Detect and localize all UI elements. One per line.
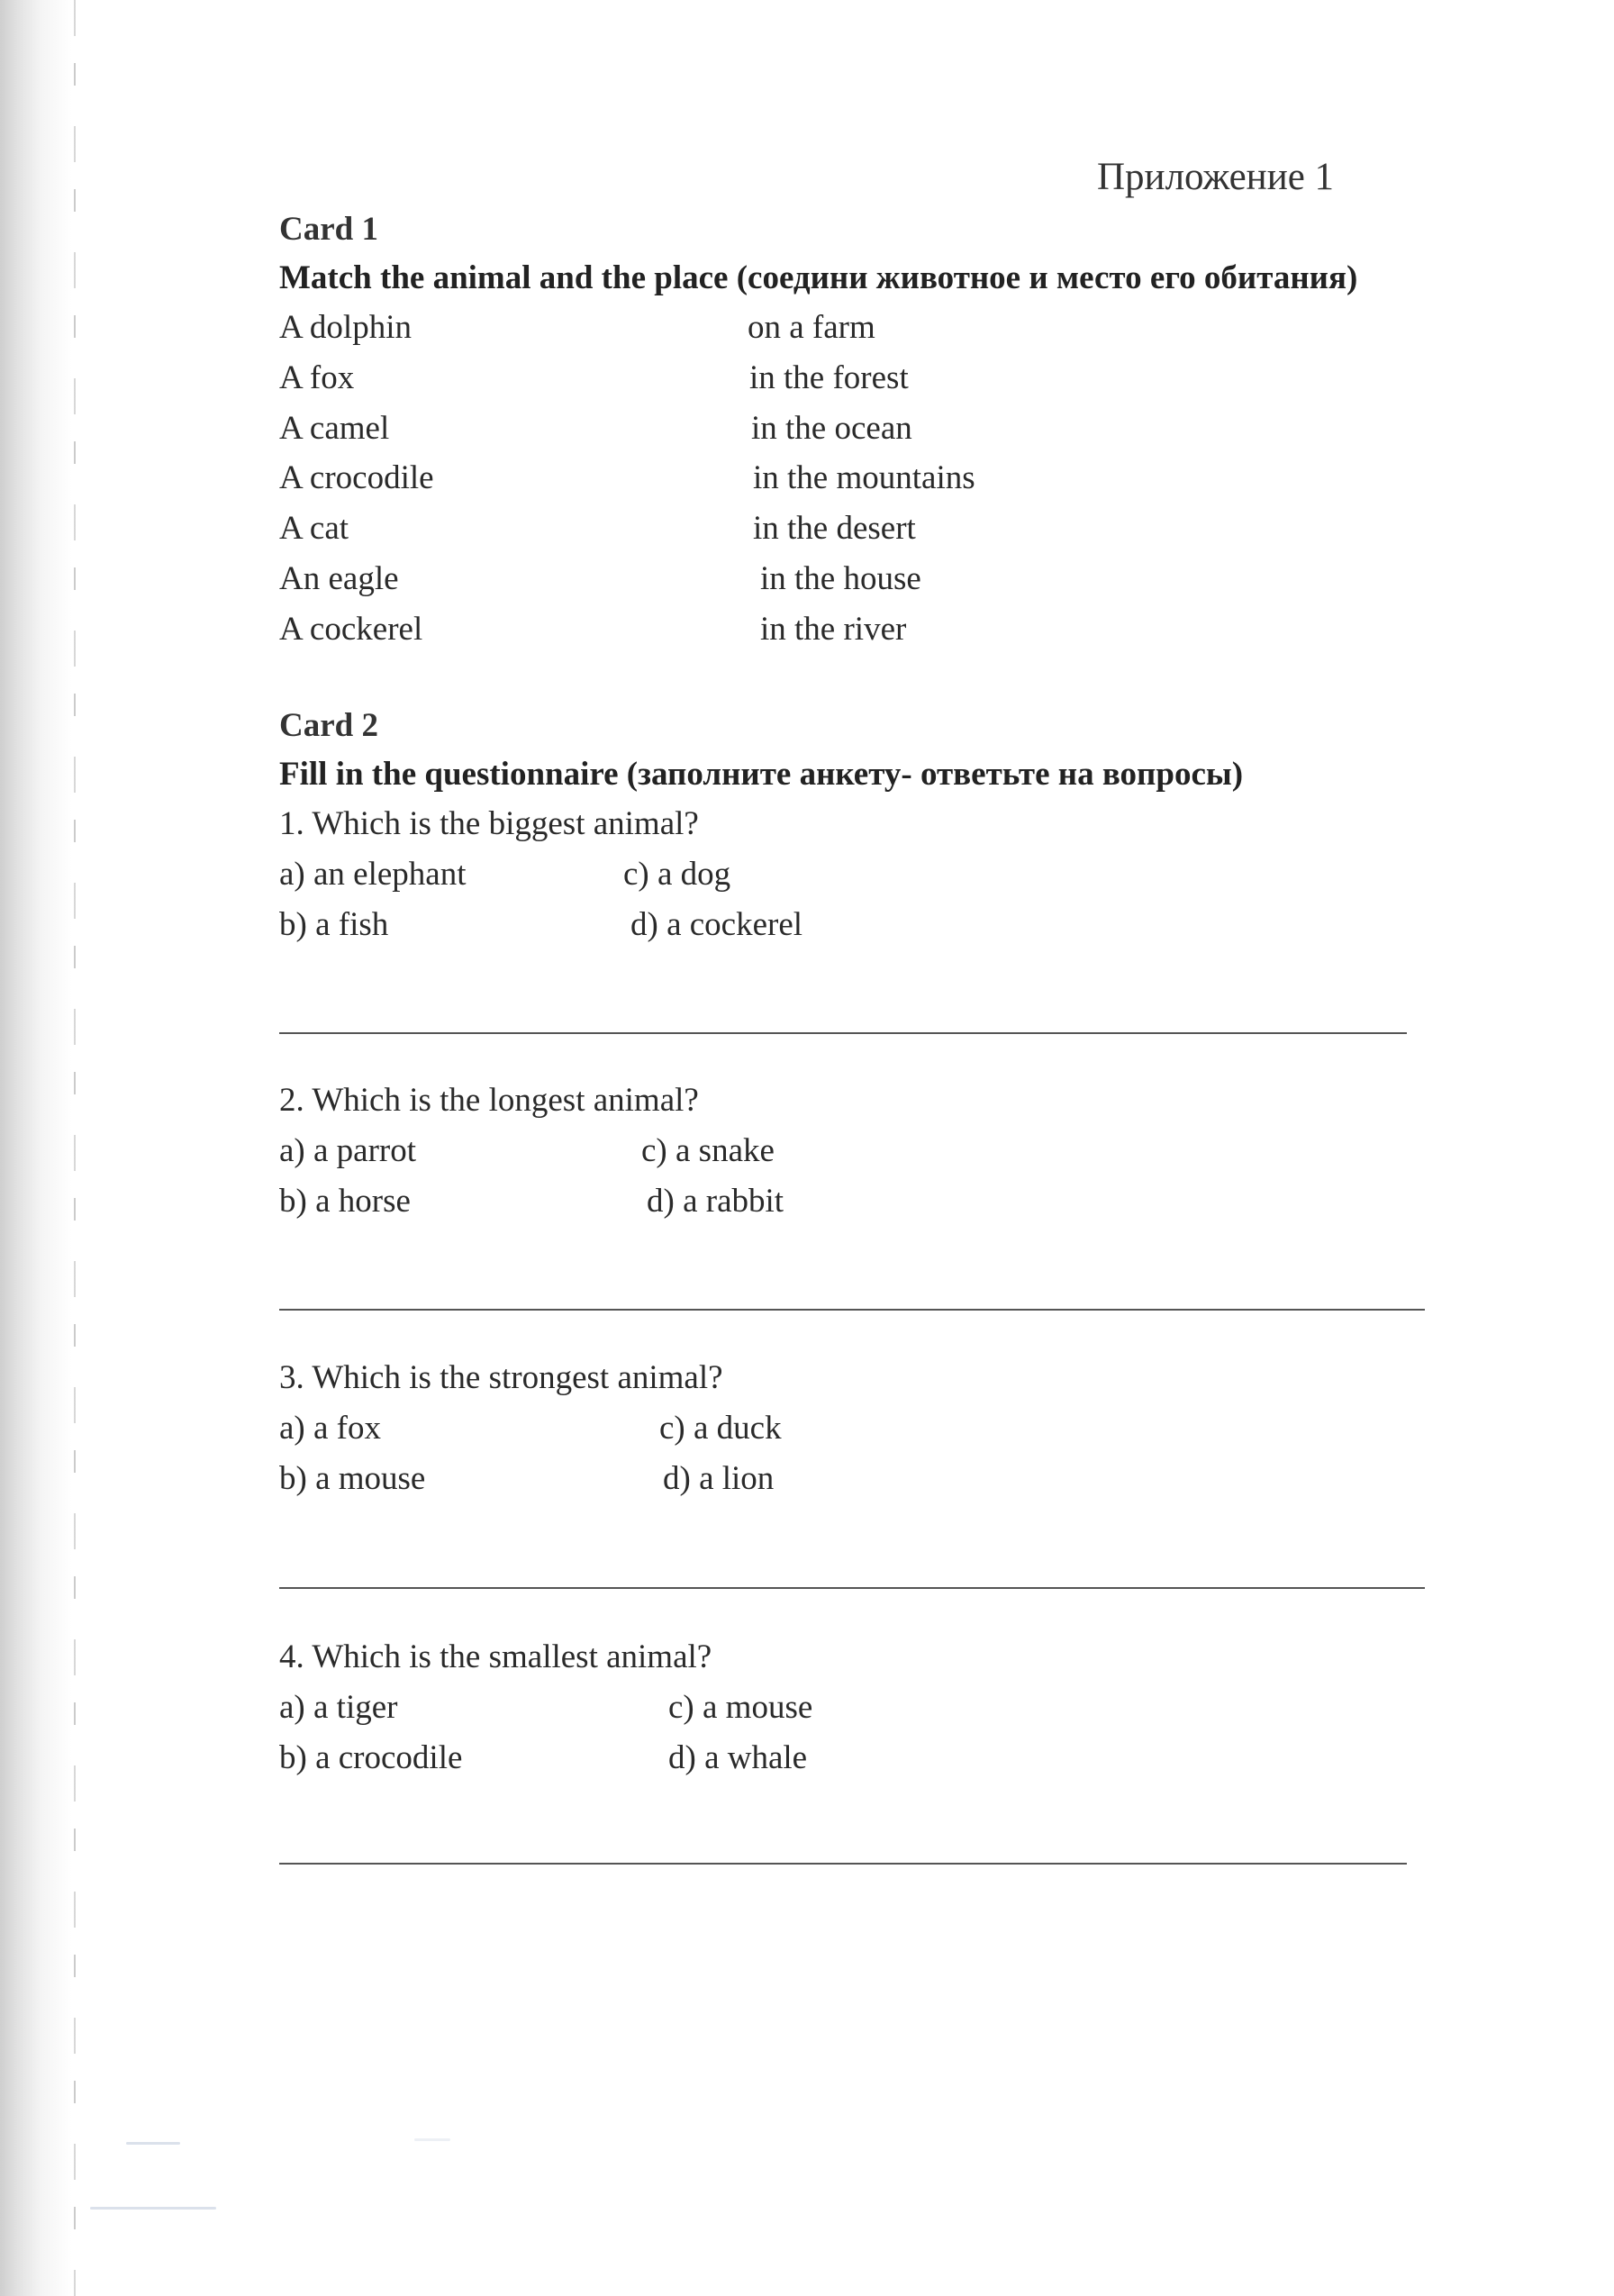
option-d: d) a cockerel — [630, 906, 803, 943]
place-item: in the desert — [753, 510, 916, 547]
scan-edge-line — [74, 0, 76, 2296]
place-item: in the house — [760, 560, 921, 597]
scan-smudge — [126, 2142, 180, 2145]
option-b: b) a mouse — [279, 1460, 426, 1497]
place-item: in the forest — [749, 359, 909, 396]
card2-instruction: Fill in the questionnaire (заполните анкету- ответьте на вопросы) — [279, 756, 1244, 793]
scan-smudge — [90, 2207, 216, 2210]
option-d: d) a lion — [663, 1460, 775, 1497]
answer-line[interactable] — [279, 1587, 1425, 1589]
animal-item: A fox — [279, 359, 355, 396]
animal-item: An eagle — [279, 560, 399, 597]
animal-item: A crocodile — [279, 459, 434, 496]
option-a: a) a parrot — [279, 1132, 417, 1169]
option-d: d) a whale — [668, 1739, 808, 1776]
option-a: a) a fox — [279, 1410, 381, 1447]
answer-line[interactable] — [279, 1032, 1407, 1034]
question-2: 2. Which is the longest animal? — [279, 1082, 699, 1119]
option-b: b) a fish — [279, 906, 389, 943]
animal-item: A cockerel — [279, 611, 423, 648]
appendix-label: Приложение 1 — [1097, 156, 1335, 198]
option-d: d) a rabbit — [647, 1183, 784, 1220]
animal-item: A dolphin — [279, 309, 412, 346]
animal-item: A cat — [279, 510, 349, 547]
answer-line[interactable] — [279, 1863, 1407, 1865]
question-4: 4. Which is the smallest animal? — [279, 1638, 712, 1675]
answer-line[interactable] — [279, 1309, 1425, 1311]
scan-smudge — [414, 2138, 450, 2141]
option-b: b) a horse — [279, 1183, 411, 1220]
place-item: in the ocean — [751, 410, 912, 447]
animal-item: A camel — [279, 410, 390, 447]
card2-title: Card 2 — [279, 707, 378, 744]
option-c: c) a duck — [659, 1410, 782, 1447]
option-c: c) a dog — [623, 856, 731, 893]
option-c: c) a snake — [641, 1132, 775, 1169]
option-a: a) an elephant — [279, 856, 467, 893]
option-b: b) a crocodile — [279, 1739, 463, 1776]
card1-title: Card 1 — [279, 211, 378, 248]
question-3: 3. Which is the strongest animal? — [279, 1359, 723, 1396]
question-1: 1. Which is the biggest animal? — [279, 805, 699, 842]
place-item: in the river — [760, 611, 907, 648]
card1-instruction: Match the animal and the place (соедини животное и место его обитания) — [279, 259, 1358, 296]
place-item: on a farm — [748, 309, 875, 346]
place-item: in the mountains — [753, 459, 975, 496]
scan-shadow — [0, 0, 72, 2296]
option-c: c) a mouse — [668, 1689, 813, 1726]
option-a: a) a tiger — [279, 1689, 398, 1726]
